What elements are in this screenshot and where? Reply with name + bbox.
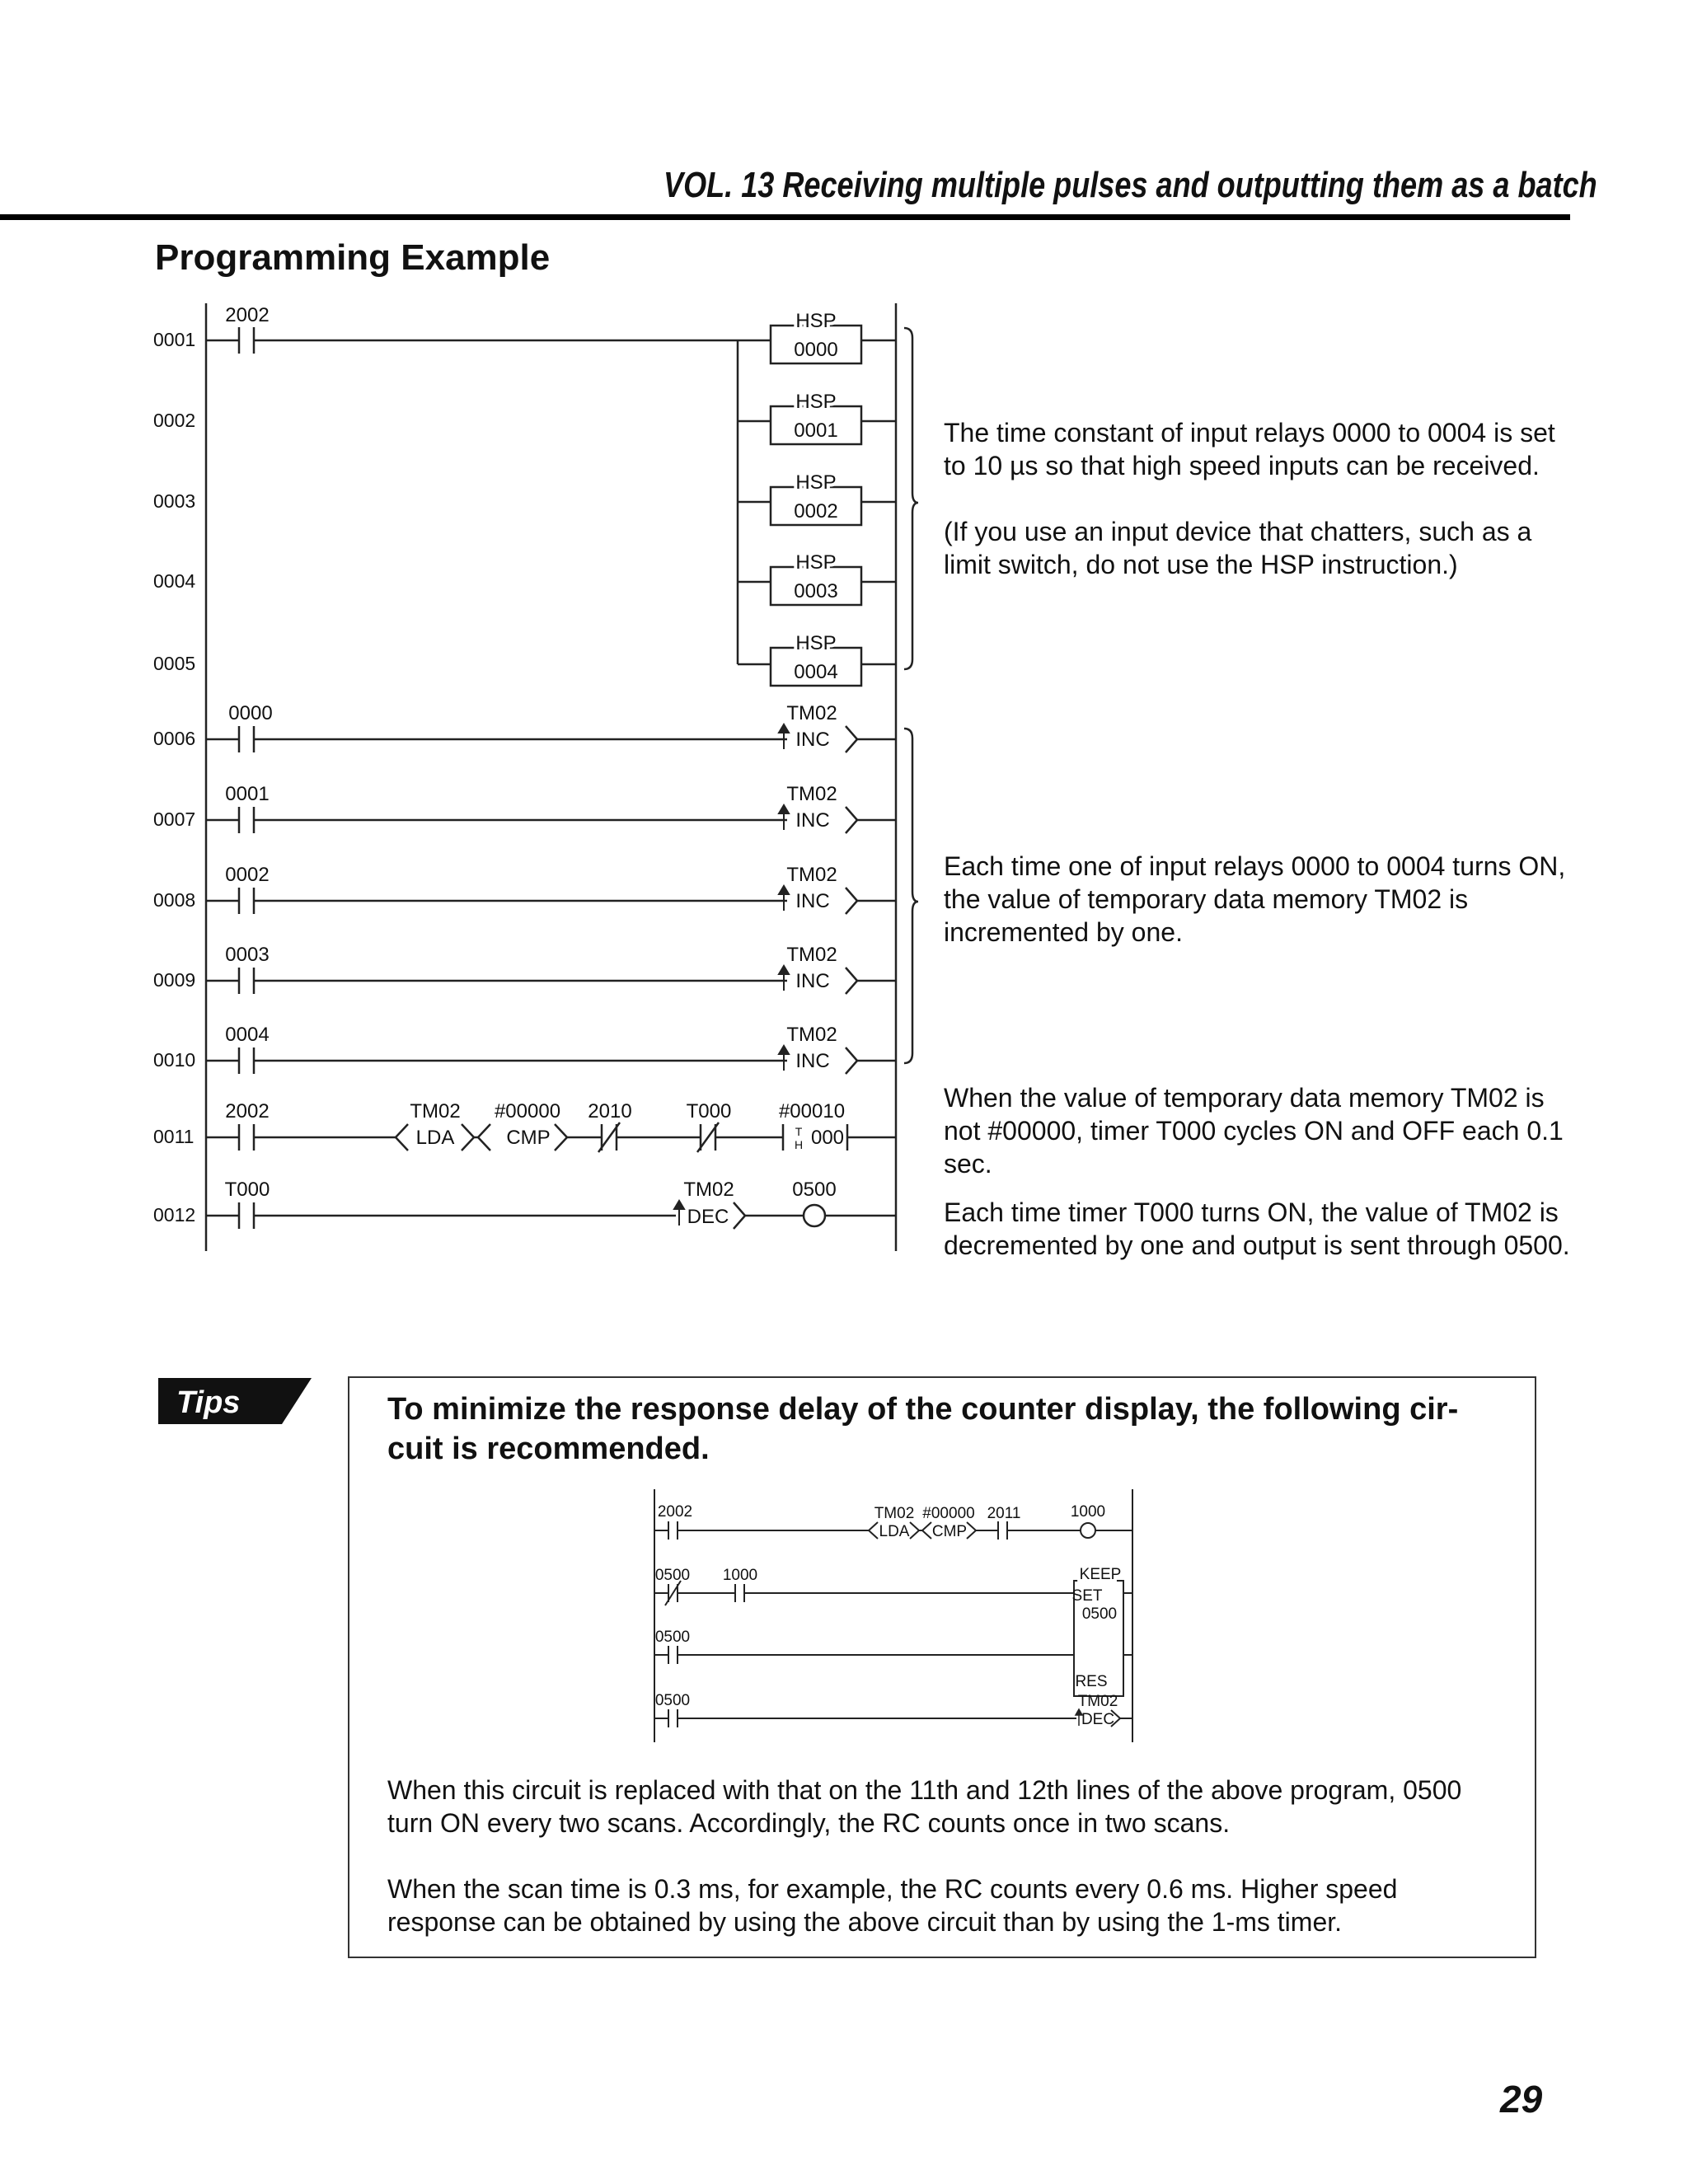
cmp-operand: #00000	[494, 1100, 561, 1122]
note-hsp: The time constant of input relays 0000 to 0004 is set to 10 µs so that high speed inputs can be received.	[944, 418, 1555, 480]
tips-box	[348, 1376, 1536, 1958]
instr-label: INC	[795, 1050, 830, 1072]
line-number: 0003	[153, 490, 196, 512]
keep-device: 0500	[1081, 1605, 1118, 1623]
line-number: 0005	[153, 653, 196, 674]
tips-circuit-diagram	[646, 1485, 1174, 1749]
timer-sub: H	[794, 1138, 804, 1151]
lda-label: LDA	[879, 1523, 910, 1540]
contact-label: 0500	[654, 1567, 691, 1584]
contact-label: 2002	[225, 1100, 270, 1122]
line-number: 0012	[153, 1204, 196, 1226]
dec-operand: TM02	[683, 1179, 734, 1201]
contact-label: 2011	[987, 1505, 1021, 1522]
instr-label: INC	[795, 970, 830, 992]
memory-label: TM02	[786, 702, 837, 724]
lda-operand: TM02	[410, 1100, 461, 1122]
contact-label: 2010	[588, 1100, 632, 1122]
contact-label: 0002	[225, 864, 270, 886]
timer-preset: #00010	[778, 1100, 846, 1122]
hsp-device: 0000	[794, 339, 838, 361]
keep-label: KEEP	[1079, 1566, 1122, 1583]
memory-label: TM02	[786, 783, 837, 805]
dec-label: DEC	[687, 1206, 729, 1228]
dec-label: DEC	[1081, 1711, 1115, 1728]
contact-label: T000	[224, 1179, 270, 1201]
instr-label: INC	[795, 890, 830, 912]
cmp-operand: #00000	[922, 1505, 975, 1522]
coil-label: 0500	[792, 1179, 837, 1201]
contact-label: 2002	[657, 1503, 693, 1521]
contact-label: 1000	[722, 1567, 758, 1584]
note-dec: Each time timer T000 turns ON, the value of TM02 is decremented by one and output is sent through 0500.	[944, 1197, 1570, 1260]
tips-badge	[158, 1378, 312, 1428]
dec-operand: TM02	[1077, 1693, 1118, 1710]
hsp-label: HSP	[795, 632, 837, 654]
tips-heading-line: To minimize the response delay of the counter display, the following cir-	[387, 1392, 1459, 1427]
tips-paragraph: When this circuit is replaced with that on the 11th and 12th lines of the above program, 0500 turn ON every two scans. Accordingly, the RC counts once in two scans.	[387, 1775, 1462, 1838]
res-label: RES	[1075, 1673, 1108, 1690]
contact-label: 0500	[654, 1692, 691, 1709]
tips-heading	[387, 1390, 1508, 1469]
note-hsp-warning: (If you use an input device that chatters, such as a limit switch, do not use the HSP instruction.)	[944, 517, 1532, 579]
cmp-label: CMP	[506, 1127, 551, 1149]
instr-label: INC	[795, 809, 830, 832]
line-number: 0009	[153, 969, 196, 991]
hsp-device: 0001	[794, 419, 838, 442]
note-inc: Each time one of input relays 0000 to 0004 turns ON, the value of temporary data memory TM02 is incremented by one.	[944, 851, 1566, 947]
line-number: 0006	[153, 728, 196, 749]
note-timer: When the value of temporary data memory TM02 is not #00000, timer T000 cycles ON and OFF each 0.1 sec.	[944, 1083, 1564, 1179]
set-label: SET	[1071, 1587, 1103, 1605]
lda-operand: TM02	[874, 1505, 915, 1522]
hsp-label: HSP	[795, 310, 837, 332]
line-number: 0010	[153, 1049, 196, 1071]
hsp-device: 0003	[794, 580, 838, 602]
instr-label: INC	[795, 729, 830, 751]
line-number: 0001	[153, 329, 196, 350]
line-number: 0007	[153, 808, 196, 830]
tips-heading-line: cuit is recommended.	[387, 1432, 710, 1466]
line-number: 0002	[153, 410, 196, 431]
timer-label: 000	[810, 1127, 845, 1149]
contact-label: 0001	[225, 783, 270, 805]
contact-label: 0004	[225, 1024, 270, 1046]
line-number: 0008	[153, 889, 196, 911]
cmp-label: CMP	[931, 1523, 968, 1540]
tips-badge-label: Tips	[176, 1385, 241, 1420]
memory-label: TM02	[786, 944, 837, 966]
line-number: 0011	[153, 1126, 195, 1147]
hsp-device: 0004	[794, 661, 838, 683]
memory-label: TM02	[786, 864, 837, 886]
hsp-device: 0002	[794, 500, 838, 523]
contact-label: T000	[686, 1100, 732, 1122]
contact-label: 2002	[225, 304, 270, 326]
section-title: Programming Example	[155, 237, 551, 278]
lda-label: LDA	[415, 1127, 455, 1149]
coil-label: 1000	[1070, 1503, 1106, 1521]
line-number: 0004	[153, 570, 196, 592]
page-number: 29	[1500, 2078, 1543, 2121]
hsp-label: HSP	[795, 471, 837, 494]
contact-label: 0003	[225, 944, 270, 966]
timer-sup: T	[795, 1125, 803, 1138]
memory-label: TM02	[786, 1024, 837, 1046]
tips-paragraph: When the scan time is 0.3 ms, for example, the RC counts every 0.6 ms. Higher speed response can be obtained by using the above circuit than by using the 1-ms timer.	[387, 1874, 1398, 1937]
hsp-label: HSP	[795, 391, 837, 413]
contact-label: 0000	[228, 702, 273, 724]
hsp-label: HSP	[795, 551, 837, 574]
ladder-diagram	[0, 0, 940, 1286]
contact-label: 0500	[654, 1629, 691, 1646]
running-header: VOL. 13 Receiving multiple pulses and outputting them as a batch	[663, 165, 1597, 205]
